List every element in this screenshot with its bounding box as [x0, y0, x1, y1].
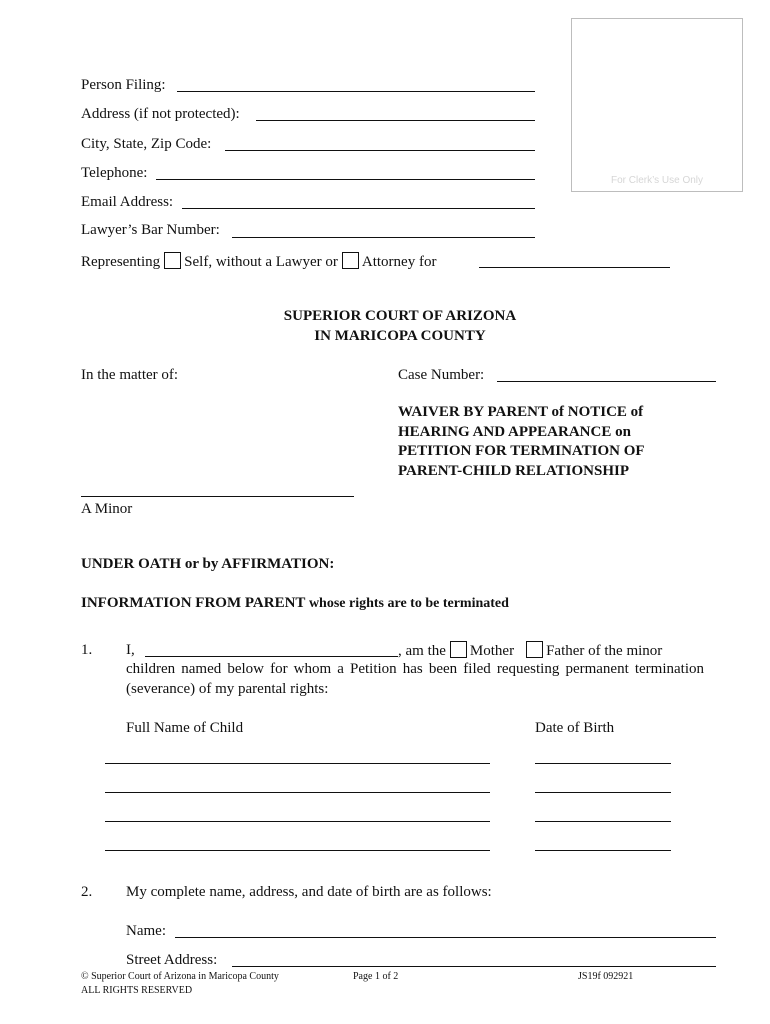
case-number-field[interactable] [497, 381, 716, 382]
item1-continuation: children named below for whom a Petition has been filed requesting permanent termination (severance) of my parental rights: [126, 661, 704, 697]
footer-form-code: JS19f 092921 [578, 971, 634, 982]
clerk-use-box [571, 18, 743, 192]
info-heading [81, 594, 509, 613]
footer-rights: ALL RIGHTS RESERVED [81, 985, 193, 996]
parent-name-field[interactable] [145, 656, 398, 657]
item1-number: 1. [81, 642, 93, 658]
telephone-label: Telephone: [81, 165, 148, 181]
city-state-zip-field[interactable] [225, 150, 535, 151]
child-name-field-2[interactable] [105, 792, 490, 793]
minor-label: A Minor [81, 501, 133, 517]
court-county: IN MARICOPA COUNTY [314, 328, 486, 344]
bar-number-label: Lawyer’s Bar Number: [81, 222, 220, 238]
item1-intro: I, [126, 642, 135, 658]
city-state-zip-label: City, State, Zip Code: [81, 136, 212, 152]
father-label: Father of the minor [546, 643, 663, 659]
street-address-label: Street Address: [126, 952, 218, 968]
child-name-header: Full Name of Child [126, 720, 244, 736]
attorney-checkbox[interactable] [342, 252, 359, 269]
child-dob-field-3[interactable] [535, 821, 671, 822]
telephone-field[interactable] [156, 179, 535, 180]
child-dob-field-4[interactable] [535, 850, 671, 851]
representing-label: Representing [81, 254, 161, 270]
self-checkbox[interactable] [164, 252, 181, 269]
bar-number-field[interactable] [232, 237, 535, 238]
clerk-use-label: For Clerk’s Use Only [610, 175, 704, 186]
email-field[interactable] [182, 208, 535, 209]
footer-page-number: Page 1 of 2 [353, 971, 399, 982]
item1-parent-row [398, 641, 662, 660]
address-field[interactable] [256, 120, 535, 121]
court-name: SUPERIOR COURT OF ARIZONA [283, 308, 517, 324]
attorney-option-label: Attorney for [361, 254, 437, 270]
matter-label: In the matter of: [81, 367, 179, 383]
name-field[interactable] [175, 937, 716, 938]
am-the-text: , am the [398, 643, 446, 659]
info-heading-suffix: whose rights are to be terminated [305, 596, 509, 611]
representing-row [81, 252, 436, 271]
self-option-label: Self, without a Lawyer or [184, 254, 338, 270]
name-label: Name: [126, 923, 166, 939]
item2-number: 2. [81, 884, 93, 900]
footer-copyright: © Superior Court of Arizona in Maricopa County [81, 971, 279, 982]
case-number-label: Case Number: [398, 367, 485, 383]
child-name-field-3[interactable] [105, 821, 490, 822]
child-name-field-1[interactable] [105, 763, 490, 764]
mother-checkbox[interactable] [450, 641, 467, 658]
attorney-for-field[interactable] [479, 267, 670, 268]
person-filing-field[interactable] [177, 91, 535, 92]
email-label: Email Address: [81, 194, 174, 210]
info-heading-prefix: INFORMATION FROM PARENT [81, 595, 306, 611]
street-address-field[interactable] [232, 966, 716, 967]
mother-label: Mother [469, 643, 515, 659]
child-name-field-4[interactable] [105, 850, 490, 851]
item2-text: My complete name, address, and date of birth are as follows: [126, 884, 492, 900]
address-label: Address (if not protected): [81, 106, 240, 122]
dob-header: Date of Birth [535, 720, 615, 736]
minor-name-field[interactable] [81, 496, 354, 497]
child-dob-field-1[interactable] [535, 763, 671, 764]
person-filing-label: Person Filing: [81, 77, 166, 93]
father-checkbox[interactable] [526, 641, 543, 658]
child-dob-field-2[interactable] [535, 792, 671, 793]
document-title: WAIVER BY PARENT of NOTICE of HEARING AND APPEARANCE on PETITION FOR TERMINATION OF PARENT-CHILD RELATIONSHIP [398, 404, 644, 479]
oath-heading: UNDER OATH or by AFFIRMATION: [81, 556, 335, 572]
